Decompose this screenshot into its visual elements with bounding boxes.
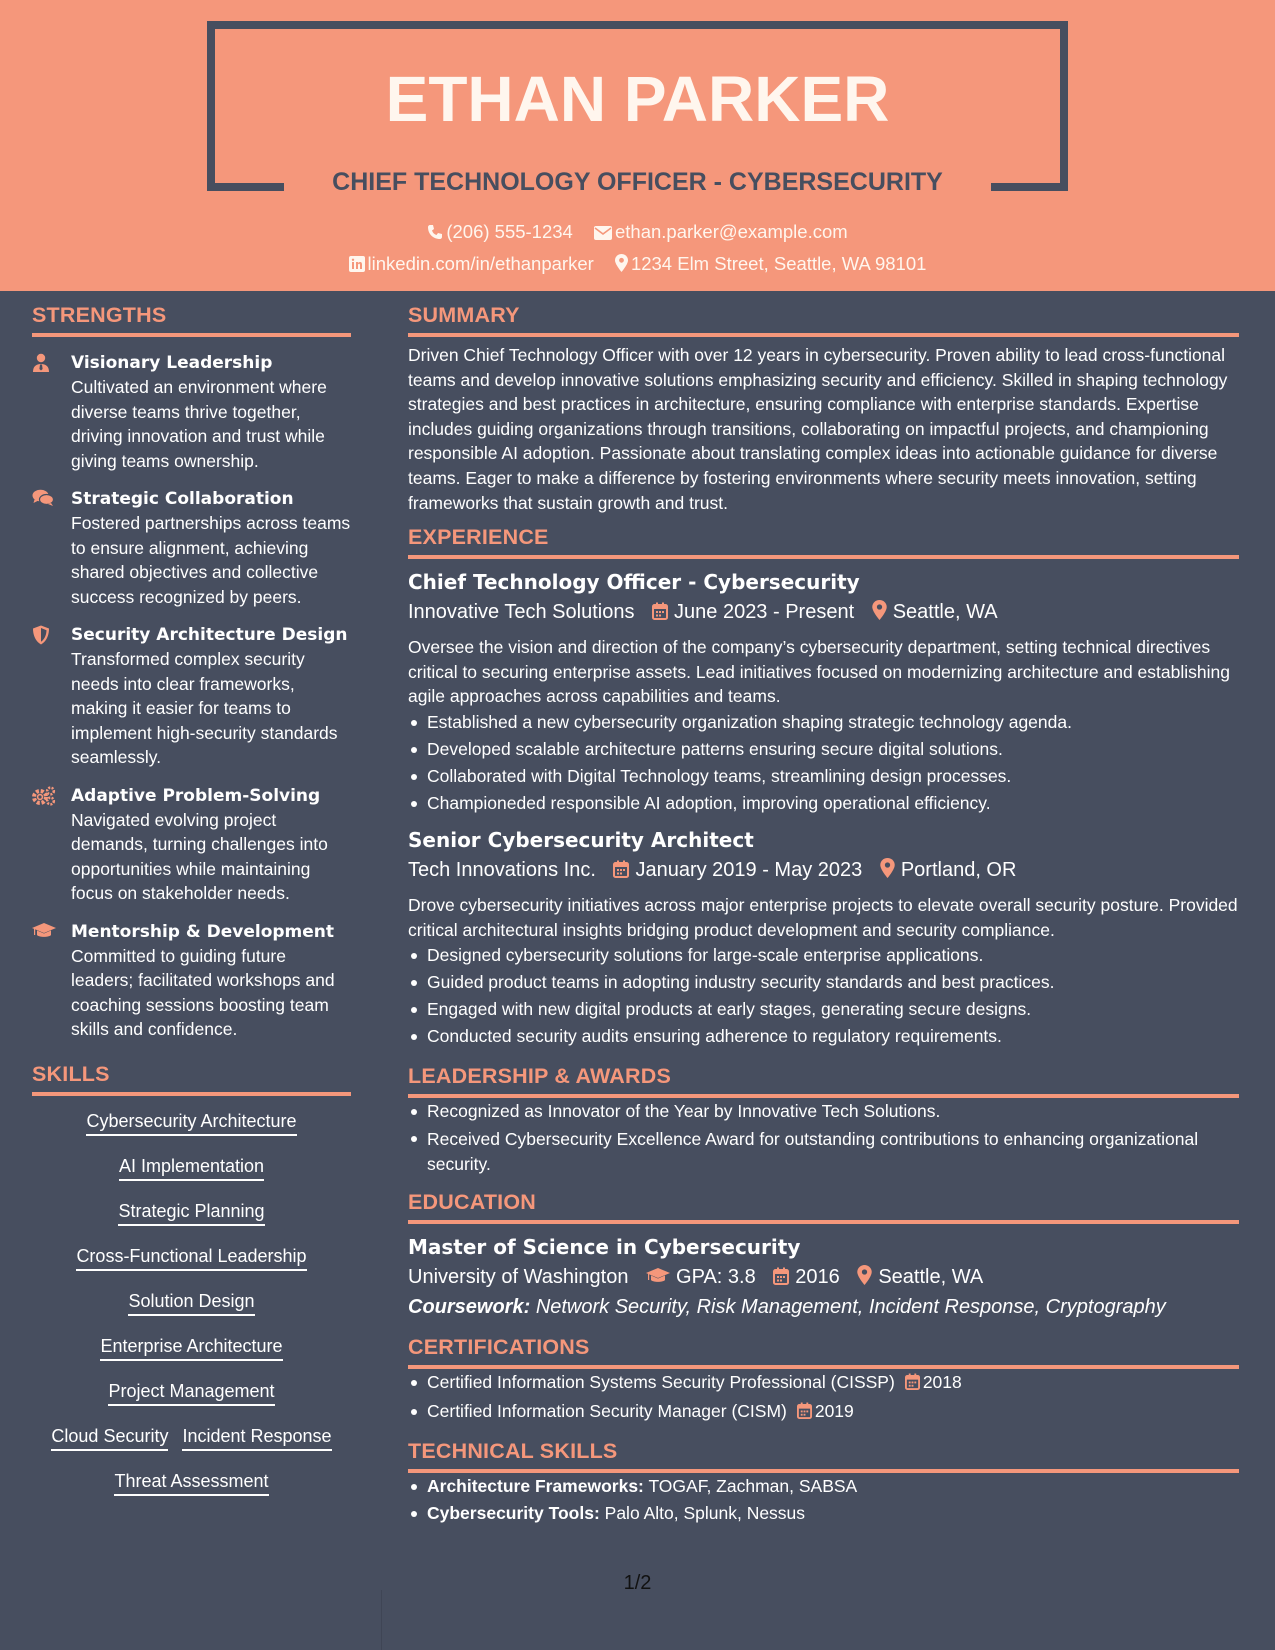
calendar-icon [773,1264,789,1294]
graduation-year: 2016 [795,1266,840,1289]
strength-title: Security Architecture Design [71,625,348,645]
strength-description: Transformed complex security needs into clear frameworks, making it easier for teams to implement high-security standards seamlessly. [71,649,338,767]
list-item [408,1369,1239,1398]
degree-title: Master of Science in Cybersecurity [408,1235,801,1260]
list-item: Guided product teams in adopting industry security standards and best practices. [408,969,1239,996]
calendar-icon [613,857,629,887]
map-marker-icon [872,599,887,629]
phone-icon [427,223,443,245]
envelope-icon [594,223,612,245]
job-entry-title: Chief Technology Officer - Cybersecurity [408,570,860,595]
gpa: GPA: 3.8 [676,1266,756,1289]
education-heading: EDUCATION [408,1190,1239,1224]
coursework [408,1296,1239,1319]
strength-title: Adaptive Problem-Solving [71,785,321,806]
strengths-heading: STRENGTHS [32,303,351,337]
technical-skills-heading: TECHNICAL SKILLS [408,1439,1239,1473]
strength-item [32,351,351,473]
certifications-heading: CERTIFICATIONS [408,1335,1239,1369]
skill-tag: Project Management [108,1380,274,1406]
strength-title: Mentorship & Development [71,921,335,942]
list-item: Designed cybersecurity solutions for large-scale enterprise applications. [408,942,1239,969]
map-marker-icon [857,1264,872,1294]
technical-skill-value: TOGAF, Zachman, SABSA [648,1476,858,1497]
certifications-list [408,1369,1239,1427]
calendar-icon [797,1400,812,1427]
strength-item [32,623,351,770]
skill-tag: Strategic Planning [118,1200,264,1226]
strength-title: Visionary Leadership [71,353,273,373]
skill-tag: Cybersecurity Architecture [86,1110,296,1136]
job-title: CHIEF TECHNOLOGY OFFICER - CYBERSECURITY [332,168,943,196]
job-bullets [408,709,1239,817]
strength-description: Cultivated an environment where diverse teams thrive together, driving innovation and trust while giving teams ownership. [71,377,327,471]
strength-item [32,920,351,1042]
skill-tag: Cross-Functional Leadership [76,1245,306,1271]
strength-description: Committed to guiding future leaders; facilitated workshops and coaching sessions boosting team skills and confidence. [71,945,335,1039]
graduation-cap-icon [32,922,54,942]
strength-description: Navigated evolving project demands, turning challenges into opportunities while maintaining focus on stakeholder needs. [71,809,328,903]
list-item [408,1473,1239,1500]
skill-tag: AI Implementation [119,1155,264,1181]
skill-tag: Incident Response [182,1425,331,1451]
email-contact[interactable] [594,221,848,245]
address-text: 1234 Elm Street, Seattle, WA 98101 [630,253,927,274]
right-column [408,303,1239,1527]
strength-description: Fostered partnerships across teams to ensure alignment, achieving shared objectives and collective success recognized by peers. [71,513,351,607]
shield-icon [32,625,54,645]
contact-row-1 [0,221,1275,245]
skill-tag: Solution Design [128,1290,254,1316]
job-dates: June 2023 - Present [674,601,855,624]
linkedin-contact[interactable] [349,253,594,277]
resume-header [0,0,1275,291]
list-item: Established a new cybersecurity organization shaping strategic technology agenda. [408,709,1239,736]
technical-skill-value: Palo Alto, Splunk, Nessus [604,1503,806,1524]
phone-contact[interactable] [427,221,573,245]
linkedin-text: linkedin.com/in/ethanparker [367,253,594,274]
list-item: Received Cybersecurity Excellence Award for outstanding contributions to enhancing organizational security. [408,1125,1239,1176]
job-location: Portland, OR [900,858,1017,881]
list-item: Championeded responsible AI adoption, improving operational efficiency. [408,790,1239,817]
cogs-icon [32,786,54,806]
job-description: Drove cybersecurity initiatives across major enterprise projects to elevate overall security posture. Provided critical architectural insights bridging product development and security compliance. [408,894,1238,940]
job-entry [408,569,1239,817]
map-marker-icon [615,254,628,277]
technical-skills-list [408,1473,1239,1527]
job-entry-title: Senior Cybersecurity Architect [408,827,754,852]
list-item: Recognized as Innovator of the Year by Innovative Tech Solutions. [408,1098,1239,1125]
summary-text: Driven Chief Technology Officer with over 12 years in cybersecurity. Proven ability to lead cross-functional teams and develop innovative solutions emphasizing security and efficiency. Skilled in shaping technology strategies and best practices in architecture, ensuring compliance with enterprise standards. Expertise includes guiding organizations through transitions, collaborating on impactful projects, and championing responsible AI adoption. Passionate about translating complex ideas into actionable guidance for diverse teams. Eager to make a difference by fostering environments where security meets innovation, setting frameworks that sustain growth and trust. [408,345,1228,513]
technical-skill-label: Architecture Frameworks: [427,1476,644,1497]
job-dates: January 2019 - May 2023 [635,858,863,881]
calendar-icon [905,1371,920,1398]
job-location: Seattle, WA [892,601,998,624]
job-entry [408,827,1239,1050]
list-item: Developed scalable architecture patterns ensuring secure digital solutions. [408,736,1239,763]
list-item: Engaged with new digital products at early stages, generating secure designs. [408,996,1239,1023]
candidate-name: ETHAN PARKER [385,63,890,135]
map-marker-icon [880,857,895,887]
summary-heading: SUMMARY [408,303,1239,337]
skill-tag: Cloud Security [51,1425,168,1451]
address-contact [615,253,927,277]
column-divider [381,1590,382,1650]
certification-year: 2019 [814,1401,854,1422]
user-tie-icon [32,353,54,373]
strength-title: Strategic Collaboration [71,489,294,509]
job-bullets [408,942,1239,1050]
job-description: Oversee the vision and direction of the company’s cybersecurity department, setting technical directives critical to securing enterprise assets. Lead initiatives focused on modernizing architecture and establishing agile approaches across capabilities and teams. [408,637,1230,707]
awards-list [408,1098,1239,1176]
certification-year: 2018 [922,1372,962,1393]
comments-icon [32,489,54,509]
list-item [408,1398,1239,1427]
experience-heading: EXPERIENCE [408,525,1239,559]
list-item [408,1500,1239,1527]
job-meta [408,597,1239,629]
graduation-cap-icon [646,1264,670,1294]
company-name: Innovative Tech Solutions [408,601,635,624]
skills-heading: SKILLS [32,1062,351,1096]
school-name: University of Washington [408,1266,629,1289]
strength-item [32,784,351,906]
coursework-label: Coursework: [408,1296,531,1319]
page-number: 1/2 [623,1572,652,1594]
skill-tags [32,1110,351,1515]
certification-name: Certified Information Systems Security Professional (CISSP) [427,1372,895,1393]
education-meta [408,1262,1239,1294]
email-text: ethan.parker@example.com [614,221,848,242]
coursework-text: Network Security, Risk Management, Incident Response, Cryptography [535,1296,1166,1319]
strength-item [32,487,351,609]
left-column [32,303,351,1515]
job-meta [408,855,1239,887]
list-item: Conducted security audits ensuring adherence to regulatory requirements. [408,1023,1239,1050]
calendar-icon [652,599,668,629]
contact-row-2 [0,253,1275,277]
education-location: Seattle, WA [878,1266,984,1289]
company-name: Tech Innovations Inc. [408,858,596,881]
skill-tag: Enterprise Architecture [100,1335,282,1361]
awards-heading: LEADERSHIP & AWARDS [408,1064,1239,1098]
certification-name: Certified Information Security Manager (CISM) [427,1401,787,1422]
linkedin-icon [349,255,365,277]
phone-text: (206) 555-1234 [446,221,573,242]
list-item: Collaborated with Digital Technology teams, streamlining design processes. [408,763,1239,790]
skill-tag: Threat Assessment [114,1470,268,1496]
technical-skill-label: Cybersecurity Tools: [427,1503,600,1524]
